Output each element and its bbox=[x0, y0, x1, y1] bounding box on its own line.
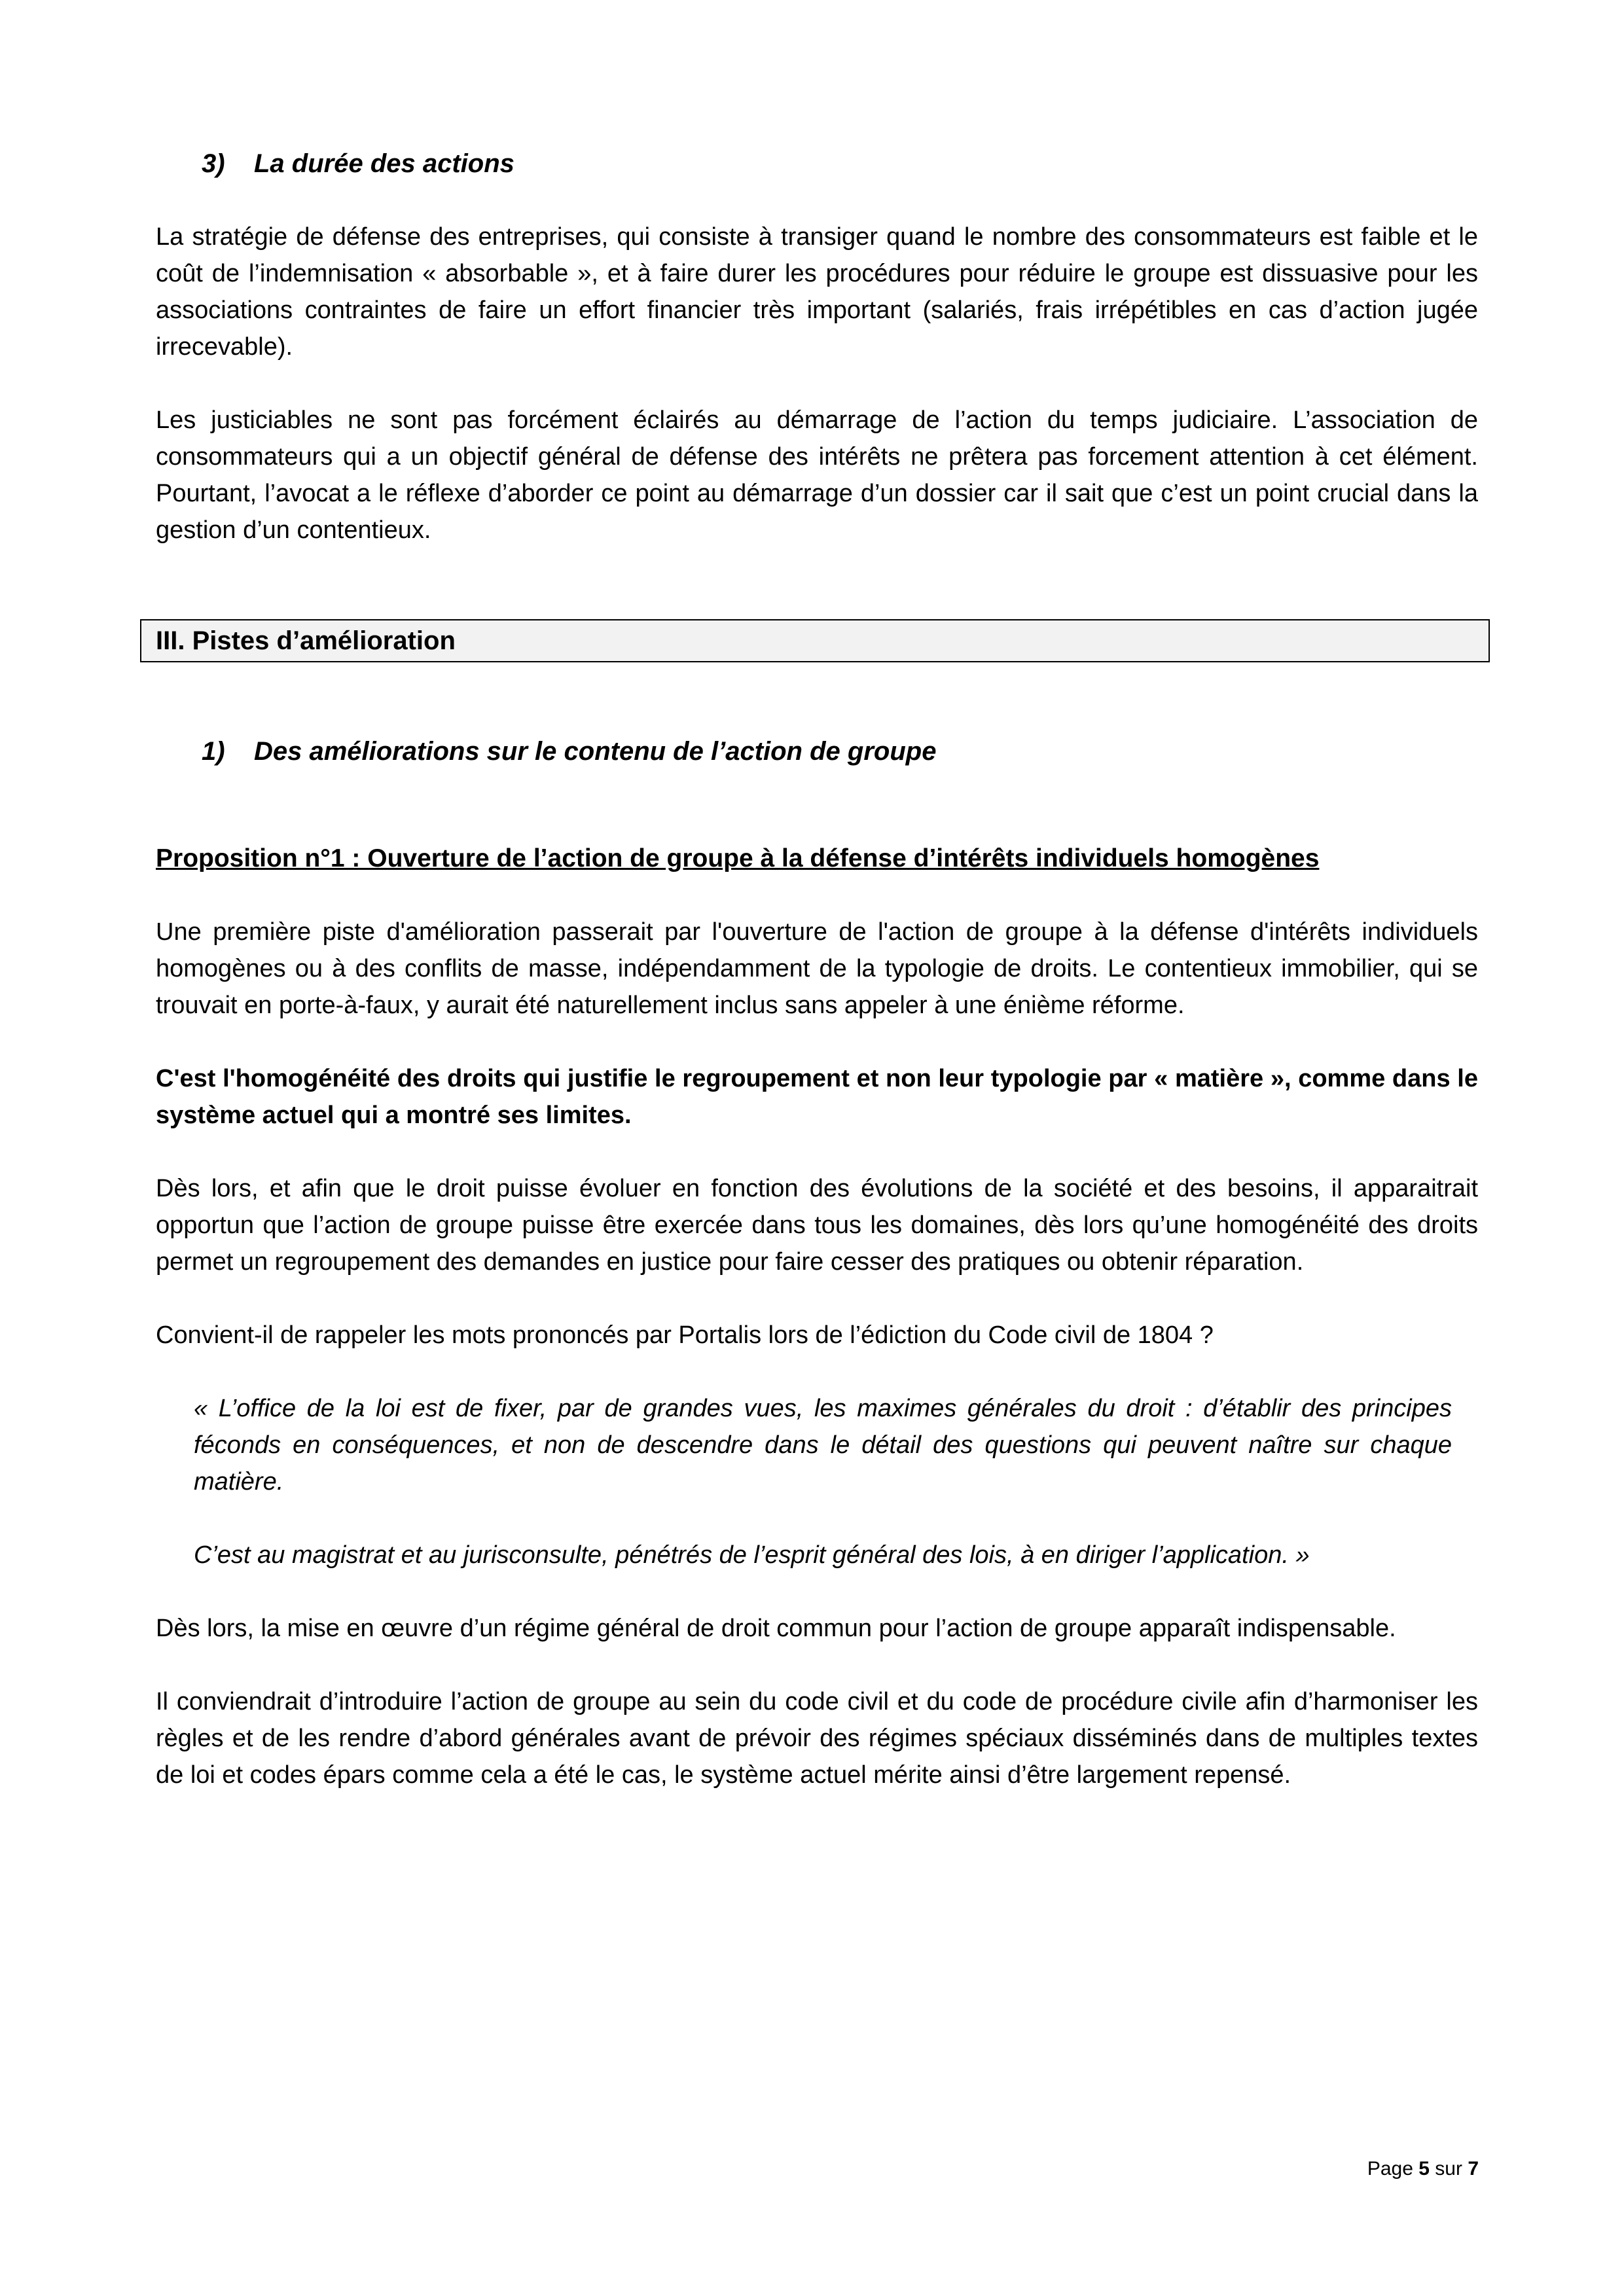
section-heading-title: La durée des actions bbox=[254, 149, 514, 178]
footer-page-total: 7 bbox=[1468, 2158, 1479, 2179]
subsection-heading-number: 1) bbox=[202, 737, 225, 766]
section-heading-number: 3) bbox=[202, 149, 225, 178]
proposition-title: Proposition n°1 : Ouverture de l’action de groupe à la défense d’intérêts individuels homogènes bbox=[156, 844, 1320, 872]
subsection-heading-title: Des améliorations sur le contenu de l’action de groupe bbox=[254, 737, 937, 766]
paragraph-des-lors: Dès lors, et afin que le droit puisse évoluer en fonction des évolutions de la société et des besoins, il apparaitrait opportun que l’action de groupe puisse être exercée dans tous les domaines, dès lors qu’une homogénéité des droits permet un regroupement des demandes en justice pour faire cesser des pratiques ou obtenir réparation. bbox=[156, 1175, 1478, 1276]
page-footer bbox=[1367, 2157, 1479, 2181]
quote-magistrat: C’est au magistrat et au jurisconsulte, pénétrés de l’esprit général des lois, à en diriger l’application. » bbox=[194, 1541, 1310, 1569]
footer-of-word: sur bbox=[1435, 2158, 1462, 2179]
page-content bbox=[156, 145, 1478, 1793]
section-title-box: III. Pistes d’amélioration bbox=[140, 619, 1490, 662]
paragraph-premiere-piste: Une première piste d'amélioration passerait par l'ouverture de l'action de groupe à la défense d'intérêts individuels homogènes ou à des conflits de masse, indépendamment de la typologie de droits. Le contentieux immobilier, qui se trouvait en porte-à-faux, y aurait été naturellement inclus sans appeler à une énième réforme. bbox=[156, 918, 1478, 1019]
paragraph-homogeneite: C'est l'homogénéité des droits qui justifie le regroupement et non leur typologie par « matière », comme dans le système actuel qui a montré ses limites. bbox=[156, 1065, 1478, 1129]
section-heading-duree bbox=[156, 145, 1478, 182]
paragraph-regime-general: Dès lors, la mise en œuvre d’un régime général de droit commun pour l’action de groupe apparaît indispensable. bbox=[156, 1615, 1396, 1642]
quote-office-loi: « L’office de la loi est de fixer, par de grandes vues, les maximes générales du droit : d’établir des principes féconds en conséquences, et non de descendre dans le détail des questions qui peuvent naître sur chaque matière. bbox=[194, 1395, 1452, 1496]
footer-page-word: Page bbox=[1367, 2158, 1413, 2179]
subsection-heading-ameliorations bbox=[156, 733, 1478, 770]
paragraph-strategie: La stratégie de défense des entreprises, qui consiste à transiger quand le nombre des consommateurs est faible et le coût de l’indemnisation « absorbable », et à faire durer les procédures pour réduire le groupe est dissuasive pour les associations contraintes de faire un effort financier très important (salariés, frais irrépétibles en cas d’action jugée irrecevable). bbox=[156, 223, 1478, 361]
paragraph-justiciables: Les justiciables ne sont pas forcément éclairés au démarrage de l’action du temps judiciaire. L’association de consommateurs qui a un objectif général de défense des intérêts ne prêtera pas forcement attention à cet élément. Pourtant, l’avocat a le réflexe d’aborder ce point au démarrage d’un dossier car il sait que c’est un point crucial dans la gestion d’un contentieux. bbox=[156, 406, 1478, 544]
footer-page-current: 5 bbox=[1418, 2158, 1430, 2179]
paragraph-portalis: Convient-il de rappeler les mots prononcés par Portalis lors de l’édiction du Code civil de 1804 ? bbox=[156, 1321, 1214, 1349]
paragraph-code-civil: Il conviendrait d’introduire l’action de groupe au sein du code civil et du code de procédure civile afin d’harmoniser les règles et de les rendre d’abord générales avant de prévoir des régimes spéciaux disséminés dans de multiples textes de loi et codes épars comme cela a été le cas, le système actuel mérite ainsi d’être largement repensé. bbox=[156, 1688, 1478, 1789]
